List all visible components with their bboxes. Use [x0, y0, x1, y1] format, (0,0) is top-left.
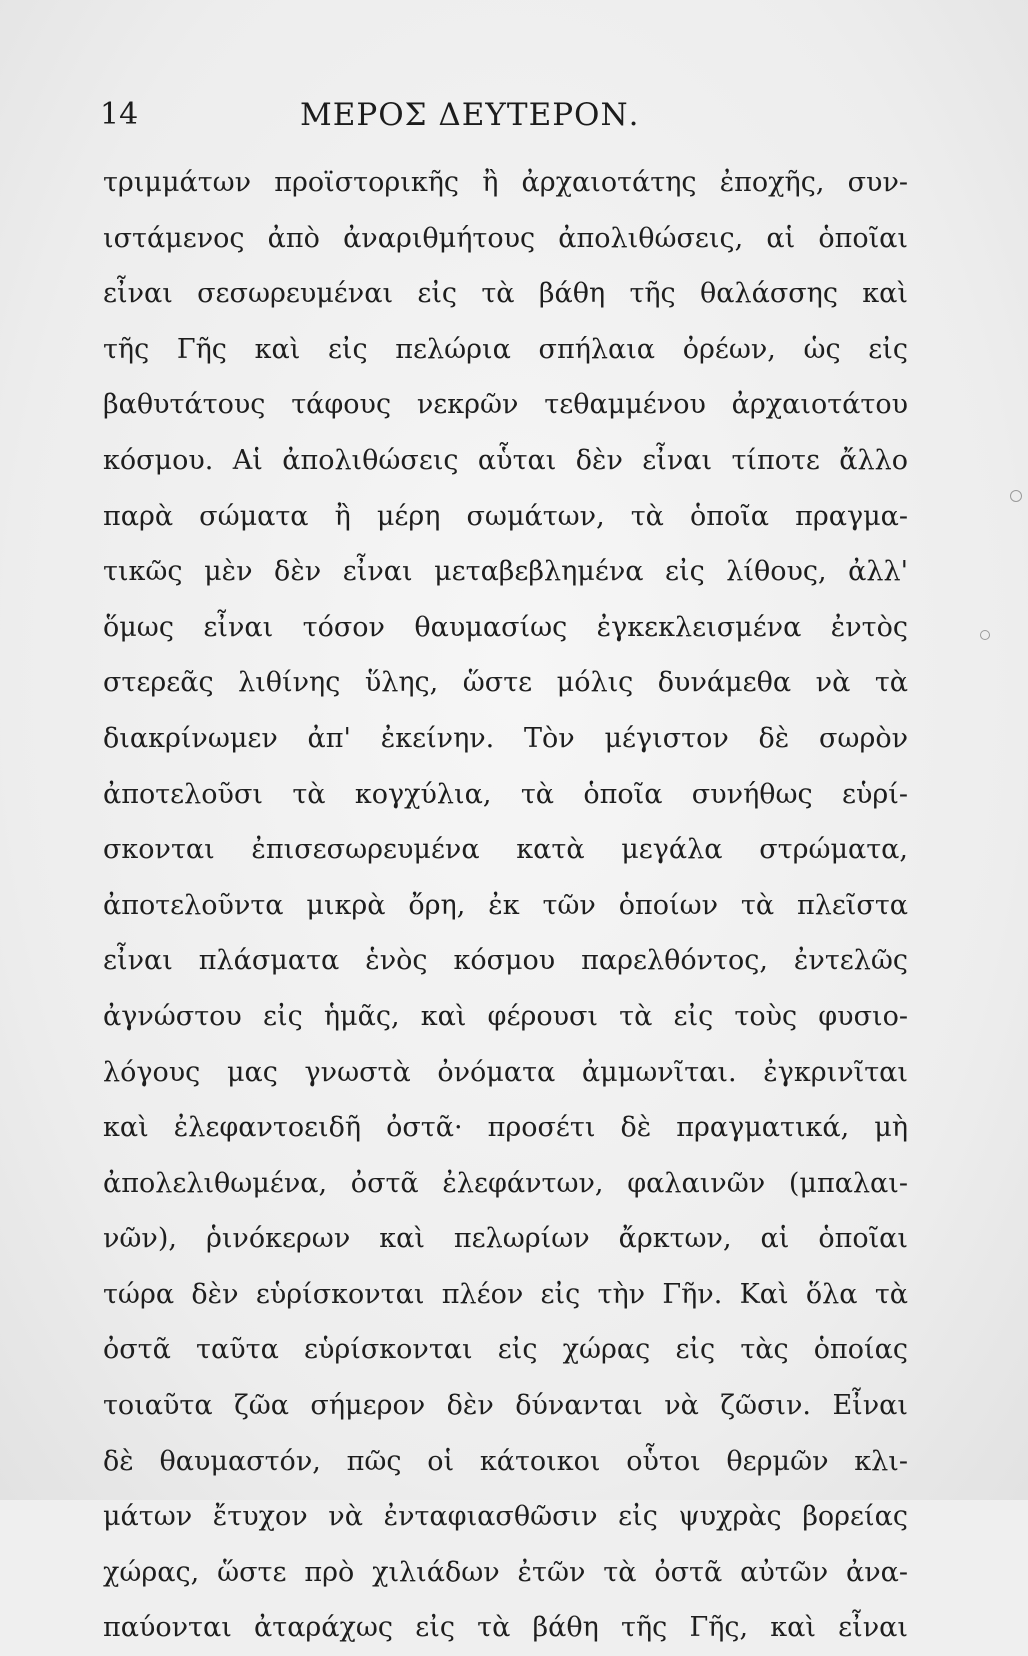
text-line: χώρας, ὥστε πρὸ χιλιάδων ἐτῶν τὰ ὀστᾶ αὐτῶν ἀνα-	[103, 1556, 908, 1588]
text-line: δὲ θαυμαστόν, πῶς οἱ κάτοικοι οὗτοι θερμῶν κλι-	[103, 1445, 908, 1477]
text-line: σκονται ἐπισεσωρευμένα κατὰ μεγάλα στρώματα,	[103, 834, 908, 866]
text-line: ἀγνώστου εἰς ἡμᾶς, καὶ φέρουσι τὰ εἰς τοὺς φυσιο-	[103, 1000, 908, 1032]
text-line: τριμμάτων προϊστορικῆς ἢ ἀρχαιοτάτης ἐποχῆς, συν-	[103, 167, 908, 198]
text-line: στερεᾶς λιθίνης ὕλης, ὥστε μόλις δυνάμεθα νὰ τὰ	[103, 667, 908, 699]
paper-speck	[1010, 490, 1022, 502]
text-line: ιστάμενος ἀπὸ ἀναριθμήτους ἀπολιθώσεις, αἱ ὁποῖαι	[103, 222, 908, 254]
text-line: βαθυτάτους τάφους νεκρῶν τεθαμμένου ἀρχαιοτάτου	[103, 389, 908, 421]
body-text	[103, 155, 908, 1656]
text-line: τώρα δὲν εὑρίσκονται πλέον εἰς τὴν Γῆν. Καὶ ὅλα τὰ	[103, 1278, 908, 1310]
paper-speck	[980, 630, 990, 640]
text-line: ἀποτελοῦντα μικρὰ ὄρη, ἐκ τῶν ὁποίων τὰ πλεῖστα	[103, 889, 908, 921]
page-number: 14	[100, 97, 139, 132]
running-head: ΜΕΡΟΣ ΔΕΥΤΕΡΟΝ.	[300, 97, 640, 133]
text-line: εἶναι πλάσματα ἑνὸς κόσμου παρελθόντος, ἐντελῶς	[103, 945, 908, 977]
text-line: ἀπολελιθωμένα, ὀστᾶ ἐλεφάντων, φαλαινῶν (μπαλαι-	[103, 1167, 908, 1199]
text-line: μάτων ἔτυχον νὰ ἐνταφιασθῶσιν εἰς ψυχρὰς βορείας	[103, 1501, 908, 1533]
text-line: τικῶς μὲν δὲν εἶναι μεταβεβλημένα εἰς λίθους, ἀλλ'	[103, 556, 908, 588]
text-line: ὅμως εἶναι τόσον θαυμασίως ἐγκεκλεισμένα ἐντὸς	[103, 611, 908, 643]
page-header	[100, 95, 900, 145]
text-line: νῶν), ῥινόκερων καὶ πελωρίων ἄρκτων, αἱ ὁποῖαι	[103, 1223, 908, 1255]
text-line: παύονται ἀταράχως εἰς τὰ βάθη τῆς Γῆς, καὶ εἶναι	[103, 1612, 908, 1644]
text-line: παρὰ σώματα ἢ μέρη σωμάτων, τὰ ὁποῖα πραγμα-	[103, 500, 908, 532]
text-line: ἀποτελοῦσι τὰ κογχύλια, τὰ ὁποῖα συνήθως εὑρί-	[103, 778, 908, 810]
text-line: καὶ ἐλεφαντοειδῆ ὀστᾶ· προσέτι δὲ πραγματικά, μὴ	[103, 1112, 908, 1144]
text-line: τοιαῦτα ζῶα σήμερον δὲν δύνανται νὰ ζῶσιν. Εἶναι	[103, 1390, 908, 1422]
text-line: διακρίνωμεν ἀπ' ἐκείνην. Τὸν μέγιστον δὲ σωρὸν	[103, 722, 908, 754]
text-line: τῆς Γῆς καὶ εἰς πελώρια σπήλαια ὀρέων, ὡς εἰς	[103, 333, 908, 365]
text-line: ὀστᾶ ταῦτα εὑρίσκονται εἰς χώρας εἰς τὰς ὁποίας	[103, 1334, 908, 1366]
text-line: εἶναι σεσωρευμέναι εἰς τὰ βάθη τῆς θαλάσσης καὶ	[103, 278, 908, 310]
text-line: λόγους μας γνωστὰ ὀνόματα ἀμμωνῖται. ἐγκρινῖται	[103, 1056, 908, 1088]
text-line: κόσμου. Αἱ ἀπολιθώσεις αὗται δὲν εἶναι τίποτε ἄλλο	[103, 444, 908, 476]
